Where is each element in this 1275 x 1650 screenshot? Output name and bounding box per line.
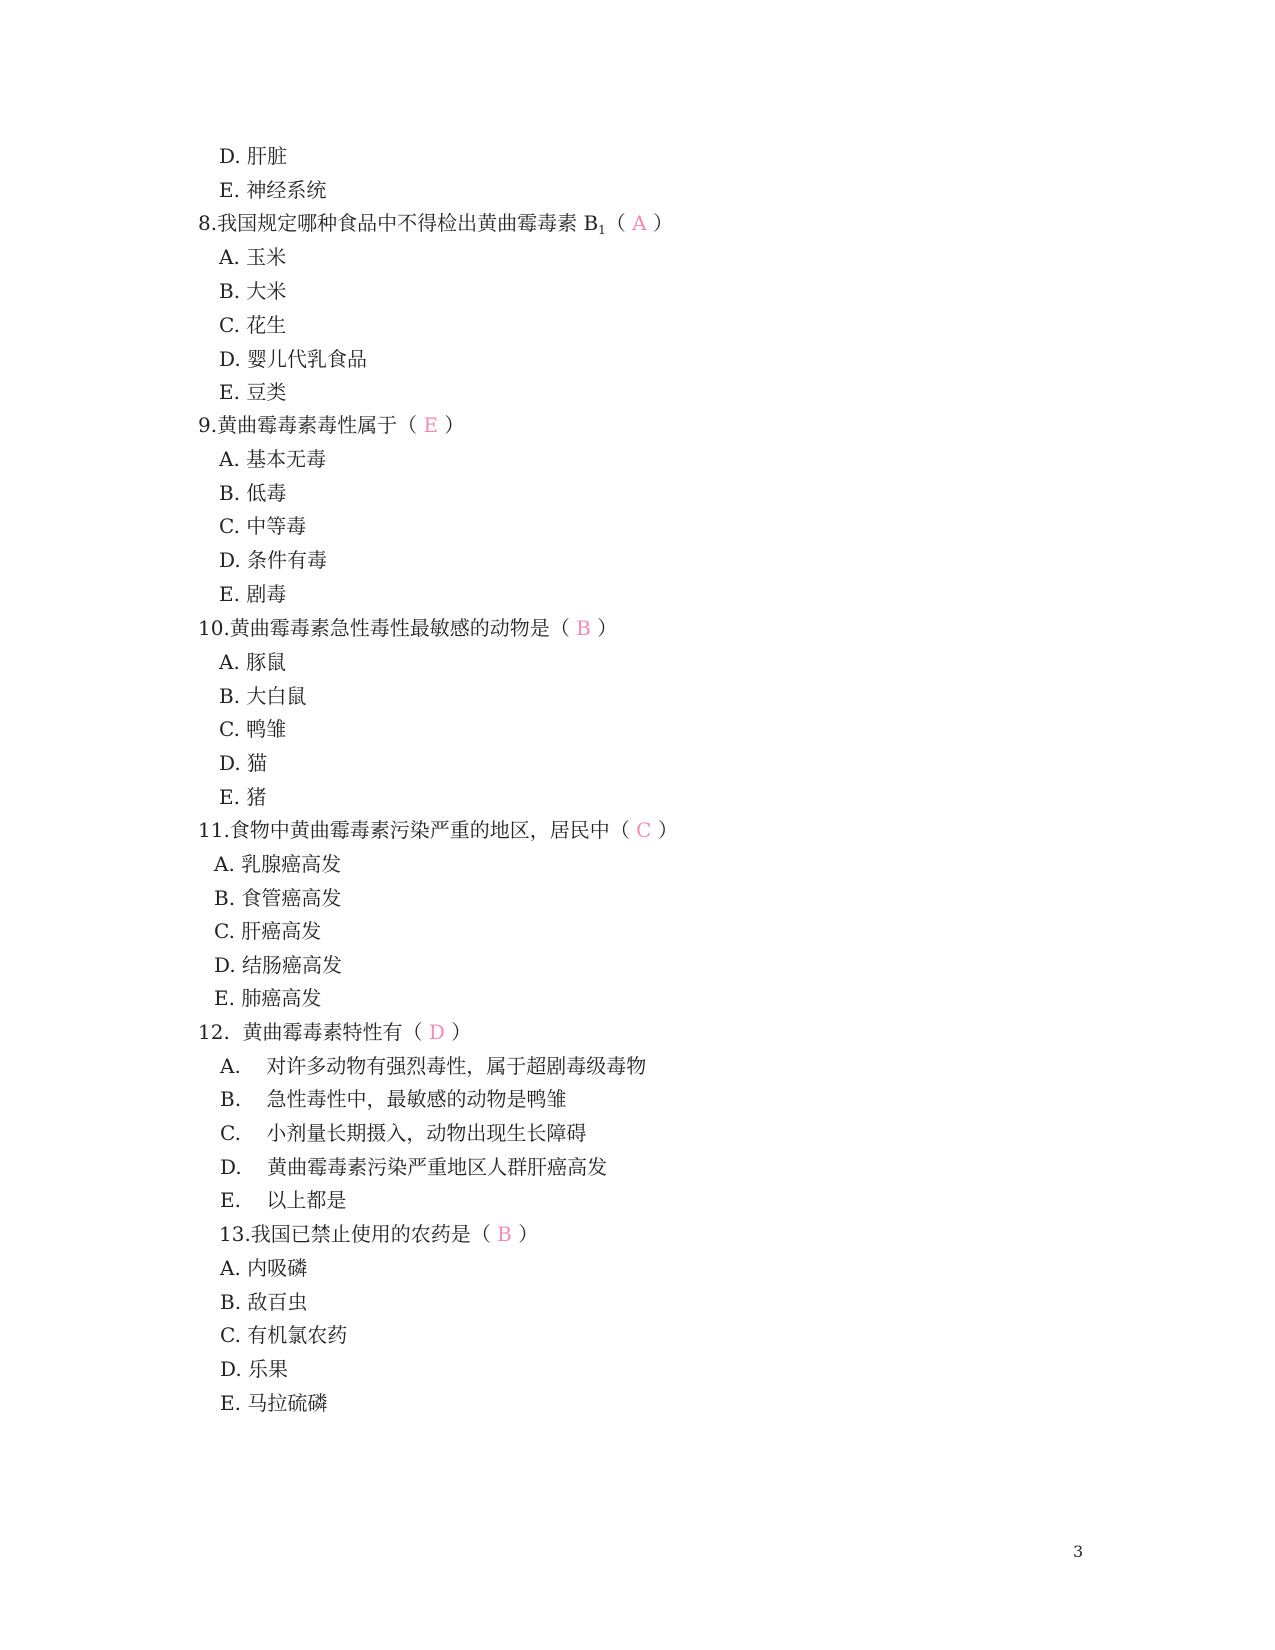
option-line: [220, 1154, 607, 1180]
option-line: [214, 985, 321, 1011]
line-text: E. 神经系统: [219, 178, 327, 202]
option-line: [219, 683, 306, 709]
line-text: A. 对许多动物有强烈毒性，属于超剧毒级毒物: [220, 1054, 647, 1078]
line-text: C. 小剂量长期摄入，动物出现生长障碍: [220, 1121, 587, 1145]
line-text: B. 大米: [219, 279, 287, 303]
line-text: 12. 黄曲霉毒素特性有: [198, 1020, 403, 1044]
answer-bracket-open: （: [549, 616, 577, 640]
line-text: B. 敌百虫: [220, 1290, 308, 1314]
option-line: [219, 446, 326, 472]
option-line: [220, 1187, 346, 1213]
question-line: [198, 817, 678, 843]
option-line: [214, 952, 342, 978]
answer-letter: A: [632, 211, 647, 235]
question-line: [219, 1221, 538, 1247]
line-text: D. 肝脏: [219, 144, 288, 168]
question-line: [198, 412, 464, 438]
option-line: [214, 918, 321, 944]
line-text: E. 猪: [219, 785, 267, 809]
answer-bracket-open: （: [470, 1222, 498, 1246]
line-text: B. 低毒: [219, 481, 287, 505]
option-line: [219, 547, 327, 573]
question-line: [198, 615, 617, 641]
option-line: [219, 346, 367, 372]
line-text: D. 结肠癌高发: [214, 953, 343, 977]
option-line: [219, 480, 286, 506]
option-line: [219, 177, 326, 203]
answer-letter: C: [636, 818, 652, 842]
line-text: 11.食物中黄曲霉毒素污染严重的地区，居民中: [198, 818, 610, 842]
option-line: [220, 1255, 307, 1281]
line-text: D. 黄曲霉毒素污染严重地区人群肝癌高发: [220, 1155, 608, 1179]
option-line: [220, 1086, 566, 1112]
option-line: [219, 278, 286, 304]
option-line: [219, 716, 286, 742]
line-text: A. 内吸磷: [220, 1256, 308, 1280]
line-text: 9.黄曲霉毒素毒性属于: [198, 413, 398, 437]
option-line: [220, 1120, 586, 1146]
answer-bracket-close: ）: [444, 1020, 472, 1044]
answer-bracket-close: ）: [438, 413, 465, 437]
line-text: C. 有机氯农药: [220, 1323, 348, 1347]
line-text: C. 肝癌高发: [214, 919, 322, 943]
line-text: E. 肺癌高发: [214, 986, 322, 1010]
page-number: 3: [1073, 1542, 1084, 1561]
question-line: [198, 1019, 471, 1045]
option-line: [219, 379, 286, 405]
option-line: [219, 581, 286, 607]
option-line: [220, 1390, 327, 1416]
option-line: [220, 1289, 307, 1315]
line-text: E. 豆类: [219, 380, 287, 404]
line-text: C. 鸭雏: [219, 717, 287, 741]
answer-bracket-open: （: [605, 211, 633, 235]
option-line: [219, 513, 306, 539]
line-text: D. 婴儿代乳食品: [219, 347, 368, 371]
line-text: A. 玉米: [219, 245, 287, 269]
line-text: B. 急性毒性中，最敏感的动物是鸭雏: [220, 1087, 567, 1111]
answer-bracket-open: （: [609, 818, 637, 842]
line-text: B. 食管癌高发: [214, 886, 342, 910]
line-text: 13.我国已禁止使用的农药是: [219, 1222, 471, 1246]
answer-letter: B: [576, 616, 591, 640]
option-line: [219, 244, 286, 270]
line-text: E. 马拉硫磷: [220, 1391, 328, 1415]
answer-letter: D: [428, 1020, 445, 1044]
option-line: [214, 851, 341, 877]
option-line: [220, 1356, 288, 1382]
answer-bracket-close: ）: [511, 1222, 539, 1246]
line-text: C. 中等毒: [219, 514, 307, 538]
line-text: D. 猫: [219, 751, 268, 775]
line-text: E. 剧毒: [219, 582, 287, 606]
subscript: 1: [598, 223, 606, 237]
line-text: 10.黄曲霉毒素急性毒性最敏感的动物是: [198, 616, 550, 640]
line-text: B. 大白鼠: [219, 684, 307, 708]
option-line: [220, 1053, 646, 1079]
answer-letter: E: [423, 413, 439, 437]
line-text: A. 豚鼠: [219, 650, 287, 674]
line-text: 8.我国规定哪种食品中不得检出黄曲霉毒素 B: [198, 211, 599, 235]
answer-bracket-open: （: [397, 413, 424, 437]
answer-bracket-close: ）: [646, 211, 673, 235]
answer-bracket-close: ）: [590, 616, 618, 640]
line-text: C. 花生: [219, 313, 287, 337]
answer-bracket-close: ）: [651, 818, 678, 842]
line-text: D. 条件有毒: [219, 548, 328, 572]
option-line: [219, 312, 286, 338]
line-text: A. 基本无毒: [219, 447, 327, 471]
option-line: [219, 784, 266, 810]
option-line: [219, 143, 287, 169]
option-line: [219, 750, 267, 776]
option-line: [220, 1322, 347, 1348]
line-text: E. 以上都是: [220, 1188, 347, 1212]
option-line: [214, 885, 341, 911]
line-text: D. 乐果: [220, 1357, 289, 1381]
line-text: A. 乳腺癌高发: [214, 852, 342, 876]
answer-bracket-open: （: [402, 1020, 429, 1044]
option-line: [219, 649, 286, 675]
question-line: [198, 210, 673, 243]
answer-letter: B: [497, 1222, 512, 1246]
